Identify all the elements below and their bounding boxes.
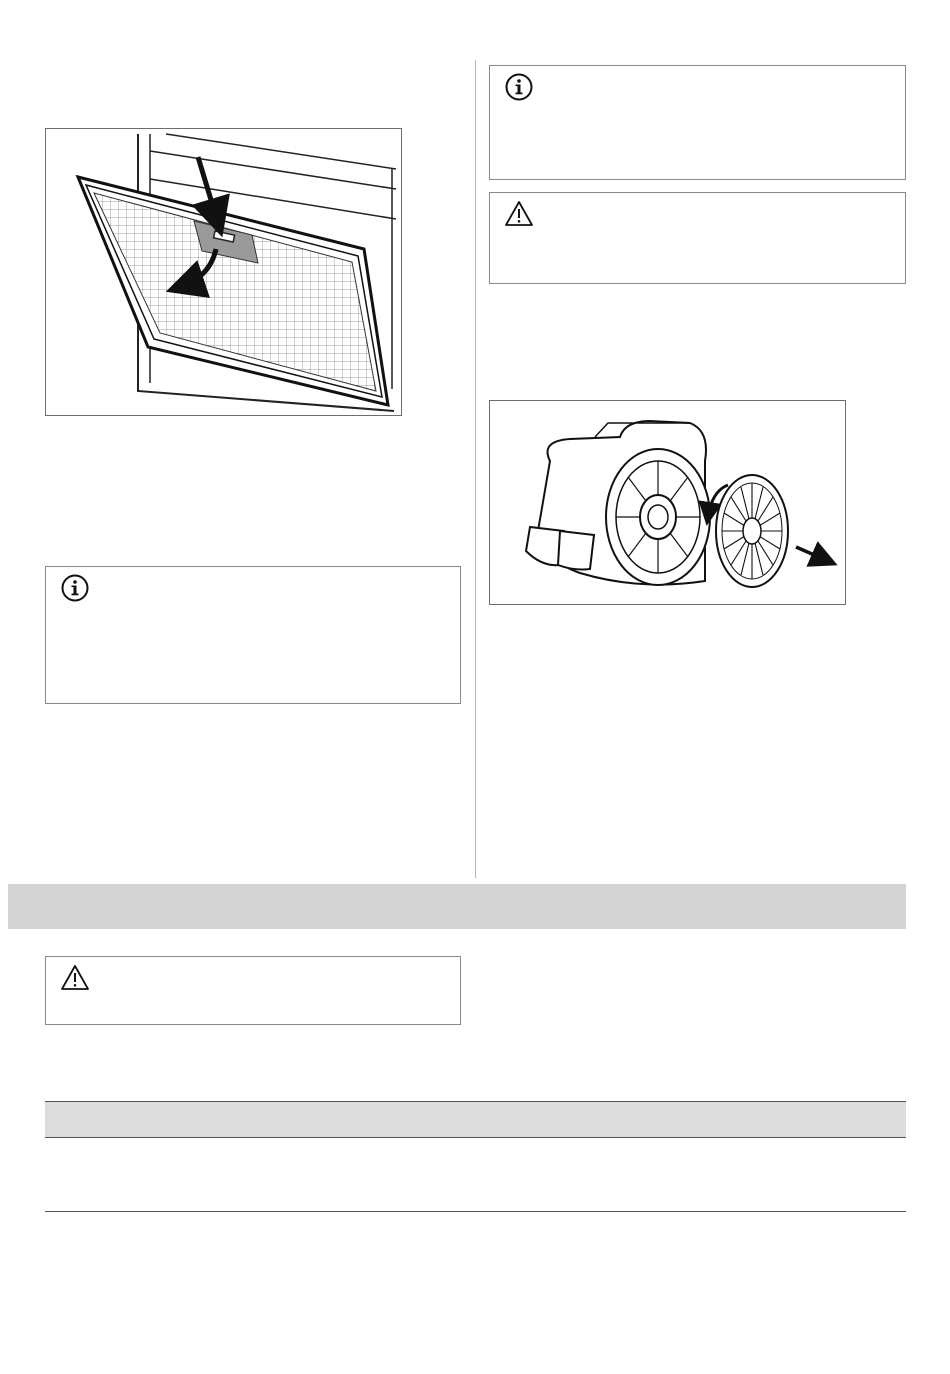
warning-notice-right xyxy=(489,192,906,284)
warning-icon xyxy=(504,199,534,229)
warning-icon xyxy=(60,963,90,993)
section-header-bar xyxy=(8,884,906,929)
carbon-filter-removal-illustration xyxy=(490,401,845,604)
grease-filter-removal-illustration xyxy=(46,129,401,415)
info-icon xyxy=(504,72,534,102)
info-icon xyxy=(60,573,90,603)
table-bottom-rule xyxy=(45,1211,906,1212)
info-notice-right xyxy=(489,65,906,180)
grease-filter-figure xyxy=(45,128,402,416)
carbon-filter-figure xyxy=(489,400,846,605)
table-header-row xyxy=(45,1101,906,1138)
info-notice-left xyxy=(45,566,461,704)
warning-notice-bottom xyxy=(45,956,461,1025)
column-divider xyxy=(475,60,476,878)
